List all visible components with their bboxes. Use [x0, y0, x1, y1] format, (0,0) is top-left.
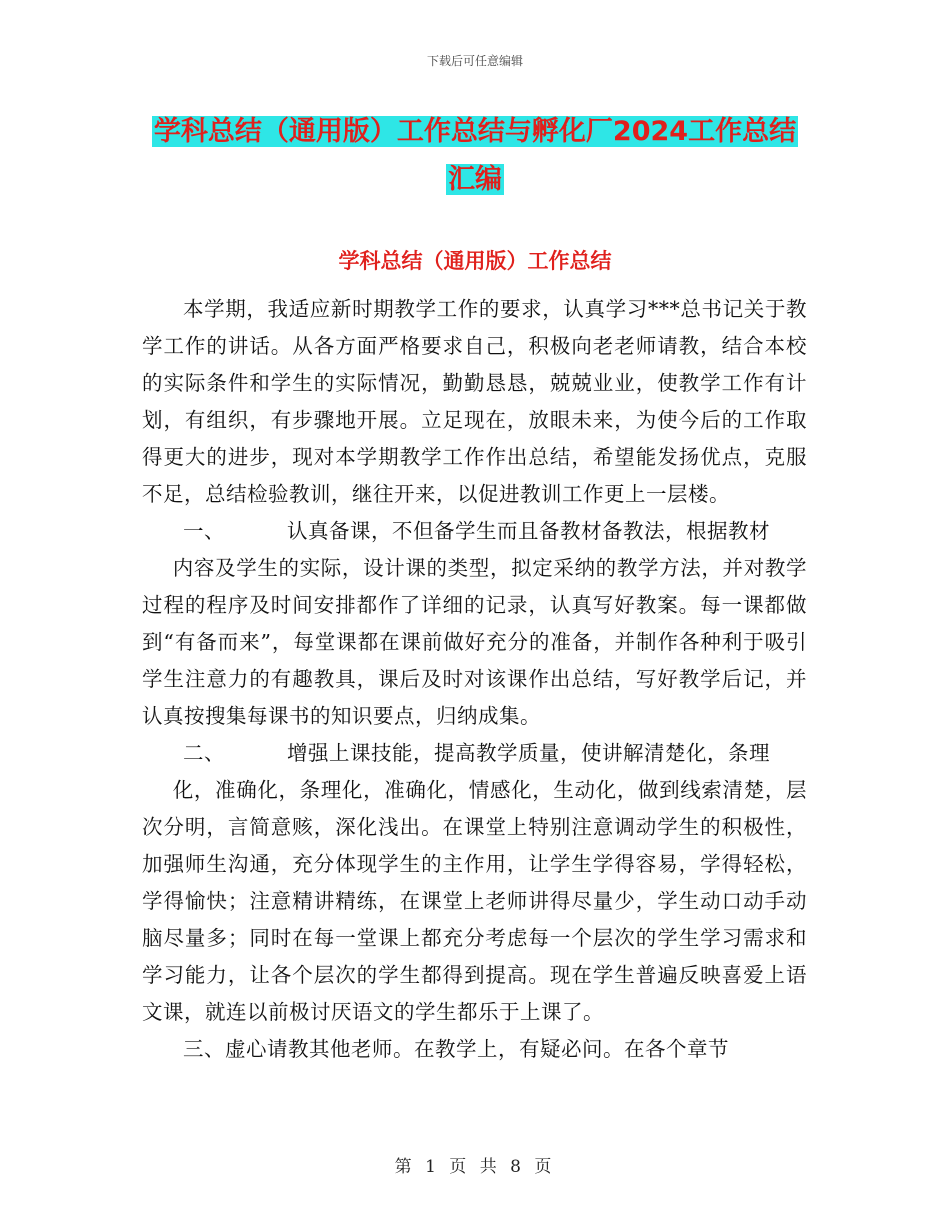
title-line-1: 学科总结（通用版）工作总结与孵化厂2024工作总结: [153, 116, 797, 147]
list-number-2: 二、: [183, 741, 225, 765]
list-item-1-lead: 认真备课，不但备学生而且备教材备教法，根据教材: [287, 519, 770, 543]
list-item-2-body: 化，准确化，条理化，准确化，情感化，生动化，做到线索清楚，层次分明，言简意赅，深化浅出。在课堂上特别注意调动学生的积极性，加强师生沟通，充分体现学生的主作用，让学生学得容易，学得轻松，学得愉快；注意精讲精练，在课堂上老师讲得尽量少，学生动口动手动脑尽量多；同时在每一堂课上都充分考虑每一个层次的学生学习需求和学习能力，让各个层次的学生都得到提高。现在学生普遍反映喜爱上语文课，就连以前极讨厌语文的学生都乐于上课了。: [142, 778, 807, 1024]
list-number-1: 一、: [183, 519, 225, 543]
title-line-2: 汇编: [448, 164, 502, 195]
list-item-2-heading: [142, 735, 807, 772]
list-item-3: 三、虚心请教其他老师。在教学上，有疑必问。在各个章节: [183, 1037, 729, 1061]
intro-paragraph: 本学期，我适应新时期教学工作的要求，认真学习***总书记关于教学工作的讲话。从各方面严格要求自己，积极向老老师请教，结合本校的实际条件和学生的实际情况，勤勤恳恳，兢兢业业，使教学工作有计划，有组织，有步骤地开展。立足现在，放眼未来，为使今后的工作取得更大的进步，现对本学期教学工作作出总结，希望能发扬优点，克服不足，总结检验教训，继往开来，以促进教训工作更上一层楼。: [142, 297, 807, 506]
list-item-1-body: 内容及学生的实际，设计课的类型，拟定采纳的教学方法，并对教学过程的程序及时间安排都作了详细的记录，认真写好教案。每一课都做到“有备而来”，每堂课都在课前做好充分的准备，并制作各种利于吸引学生注意力的有趣教具，课后及时对该课作出总结，写好教学后记，并认真按搜集每课书的知识要点，归纳成集。: [142, 556, 807, 728]
list-item-2-lead: 增强上课技能，提高教学质量，使讲解清楚化，条理: [287, 741, 770, 765]
header-note: 下载后可任意编辑: [426, 54, 523, 68]
section-title: 学科总结（通用版）工作总结: [338, 249, 612, 273]
document-body: [142, 291, 807, 1068]
list-item-1-heading: [142, 513, 807, 550]
page-footer: 第 1 页 共 8 页: [394, 1157, 556, 1177]
document-title: [0, 108, 950, 204]
